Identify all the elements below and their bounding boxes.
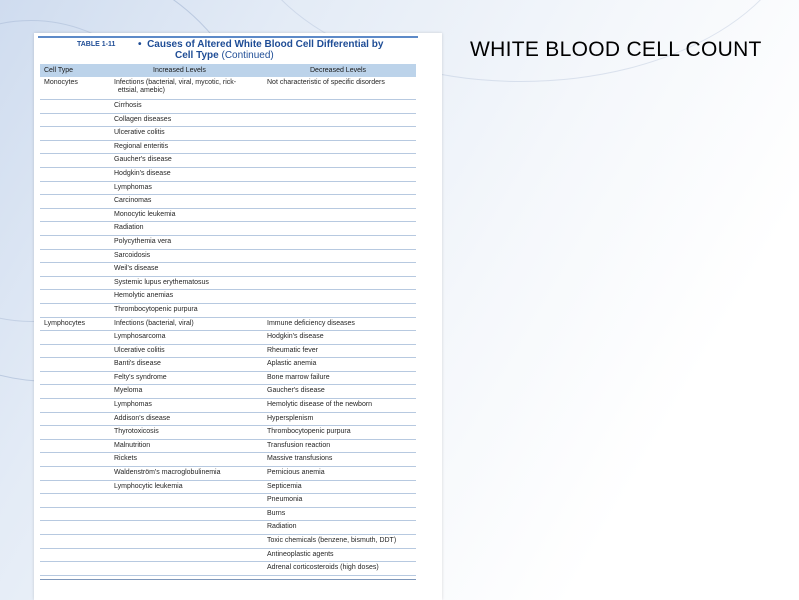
decreased-level: Immune deficiency diseases xyxy=(267,319,355,327)
decreased-level: Transfusion reaction xyxy=(267,441,331,449)
increased-level: Gaucher's disease xyxy=(114,156,172,164)
table-row xyxy=(40,385,416,399)
column-header: Increased Levels xyxy=(153,67,206,74)
increased-level: Ulcerative colitis xyxy=(114,129,165,137)
table-row xyxy=(40,494,416,508)
table-row xyxy=(40,331,416,345)
table-row xyxy=(40,318,416,332)
table-row xyxy=(40,263,416,277)
table-row xyxy=(40,440,416,454)
increased-level: Infections (bacterial, viral) xyxy=(114,319,194,327)
increased-level: Malnutrition xyxy=(114,441,151,449)
bullet: • xyxy=(138,39,148,50)
decreased-level: Not characteristic of specific disorders xyxy=(267,79,385,86)
table-row xyxy=(40,481,416,495)
table-row xyxy=(40,127,416,141)
table-row xyxy=(40,250,416,264)
increased-level: Collagen diseases xyxy=(114,115,172,123)
increased-level: Weil's disease xyxy=(114,265,159,273)
table-row xyxy=(40,222,416,236)
table-row xyxy=(40,453,416,467)
increased-level: Cirrhosis xyxy=(114,102,142,109)
header-rule xyxy=(38,36,418,38)
table-row xyxy=(40,508,416,522)
decreased-level: Burns xyxy=(267,509,286,517)
slide-title: WHITE BLOOD CELL COUNT xyxy=(470,38,762,61)
increased-level: Polycythemia vera xyxy=(114,237,172,245)
table-image xyxy=(34,33,442,600)
decreased-level: Massive transfusions xyxy=(267,455,333,463)
decreased-level: Bone marrow failure xyxy=(267,373,330,381)
increased-level: Thrombocytopenic purpura xyxy=(114,305,198,313)
increased-level: Infections (bacterial, viral, mycotic, rick- ettsial, amebic) xyxy=(114,79,237,94)
table-row xyxy=(40,209,416,223)
decreased-level: Adrenal corticosteroids (high doses) xyxy=(267,564,379,572)
table-row xyxy=(40,77,416,100)
table-body xyxy=(40,77,416,576)
decreased-level: Toxic chemicals (benzene, bismuth, DDT) xyxy=(267,537,397,544)
table-row xyxy=(40,141,416,155)
table-row xyxy=(40,372,416,386)
table-title xyxy=(138,39,383,50)
table-row xyxy=(40,236,416,250)
increased-level: Systemic lupus erythematosus xyxy=(114,278,209,286)
table-row xyxy=(40,549,416,563)
increased-level: Addison's disease xyxy=(114,414,171,422)
increased-level: Felty's syndrome xyxy=(114,373,167,381)
decreased-level: Hypersplenism xyxy=(267,414,314,422)
increased-level: Hemolytic anemias xyxy=(114,292,174,300)
increased-level: Lymphomas xyxy=(114,183,152,191)
decreased-level: Thrombocytopenic purpura xyxy=(267,428,351,436)
increased-level: Lymphocytic leukemia xyxy=(114,482,183,490)
increased-level: Ulcerative colitis xyxy=(114,346,165,354)
table-row xyxy=(40,277,416,291)
decreased-level: Antineoplastic agents xyxy=(267,550,334,558)
increased-level: Hodgkin's disease xyxy=(114,169,171,177)
decreased-level: Gaucher's disease xyxy=(267,387,325,395)
increased-level: Lymphomas xyxy=(114,401,152,409)
table-row xyxy=(40,399,416,413)
table-bottom-rule xyxy=(40,579,416,580)
table-row xyxy=(40,304,416,318)
table-title-line1: Causes of Altered White Blood Cell Differential by xyxy=(147,39,384,50)
cell-type: Lymphocytes xyxy=(44,319,85,327)
increased-level: Myeloma xyxy=(114,387,143,395)
table-label: TABLE 1-11 xyxy=(77,41,116,48)
decreased-level: Septicemia xyxy=(267,482,302,490)
table-row xyxy=(40,100,416,114)
column-header-row xyxy=(40,64,416,77)
table-row xyxy=(40,195,416,209)
table-title-continued: (Continued) xyxy=(221,50,274,61)
table-row xyxy=(40,467,416,481)
cell-type: Monocytes xyxy=(44,79,78,86)
increased-level: Banti's disease xyxy=(114,360,161,368)
table-row xyxy=(40,426,416,440)
increased-level: Radiation xyxy=(114,224,144,232)
decreased-level: Radiation xyxy=(267,523,297,531)
increased-level: Waldenström's macroglobulinemia xyxy=(114,469,221,477)
decreased-level: Pernicious anemia xyxy=(267,469,325,477)
increased-level: Regional enteritis xyxy=(114,142,169,150)
table-row xyxy=(40,521,416,535)
table-header xyxy=(34,33,442,63)
table-row xyxy=(40,168,416,182)
column-header: Decreased Levels xyxy=(310,67,367,74)
table-row xyxy=(40,535,416,549)
decreased-level: Hemolytic disease of the newborn xyxy=(267,401,373,409)
increased-level: Sarcoidosis xyxy=(114,251,151,259)
increased-level: Carcinomas xyxy=(114,197,152,205)
decreased-level: Rheumatic fever xyxy=(267,346,318,354)
table-title-line2 xyxy=(175,50,274,61)
table-row xyxy=(40,182,416,196)
table-row xyxy=(40,154,416,168)
table-row xyxy=(40,290,416,304)
increased-level: Lymphosarcoma xyxy=(114,333,166,341)
decreased-level: Hodgkin's disease xyxy=(267,333,324,341)
decreased-level: Aplastic anemia xyxy=(267,360,317,368)
table-row xyxy=(40,114,416,128)
decreased-level: Pneumonia xyxy=(267,496,303,504)
table-row xyxy=(40,358,416,372)
table-row xyxy=(40,413,416,427)
increased-level: Thyrotoxicosis xyxy=(114,428,159,436)
table-title-cell-type: Cell Type xyxy=(175,50,219,61)
column-header: Cell Type xyxy=(44,67,74,74)
table-row xyxy=(40,345,416,359)
increased-level: Rickets xyxy=(114,455,137,463)
table-row xyxy=(40,562,416,576)
increased-level: Monocytic leukemia xyxy=(114,210,176,218)
